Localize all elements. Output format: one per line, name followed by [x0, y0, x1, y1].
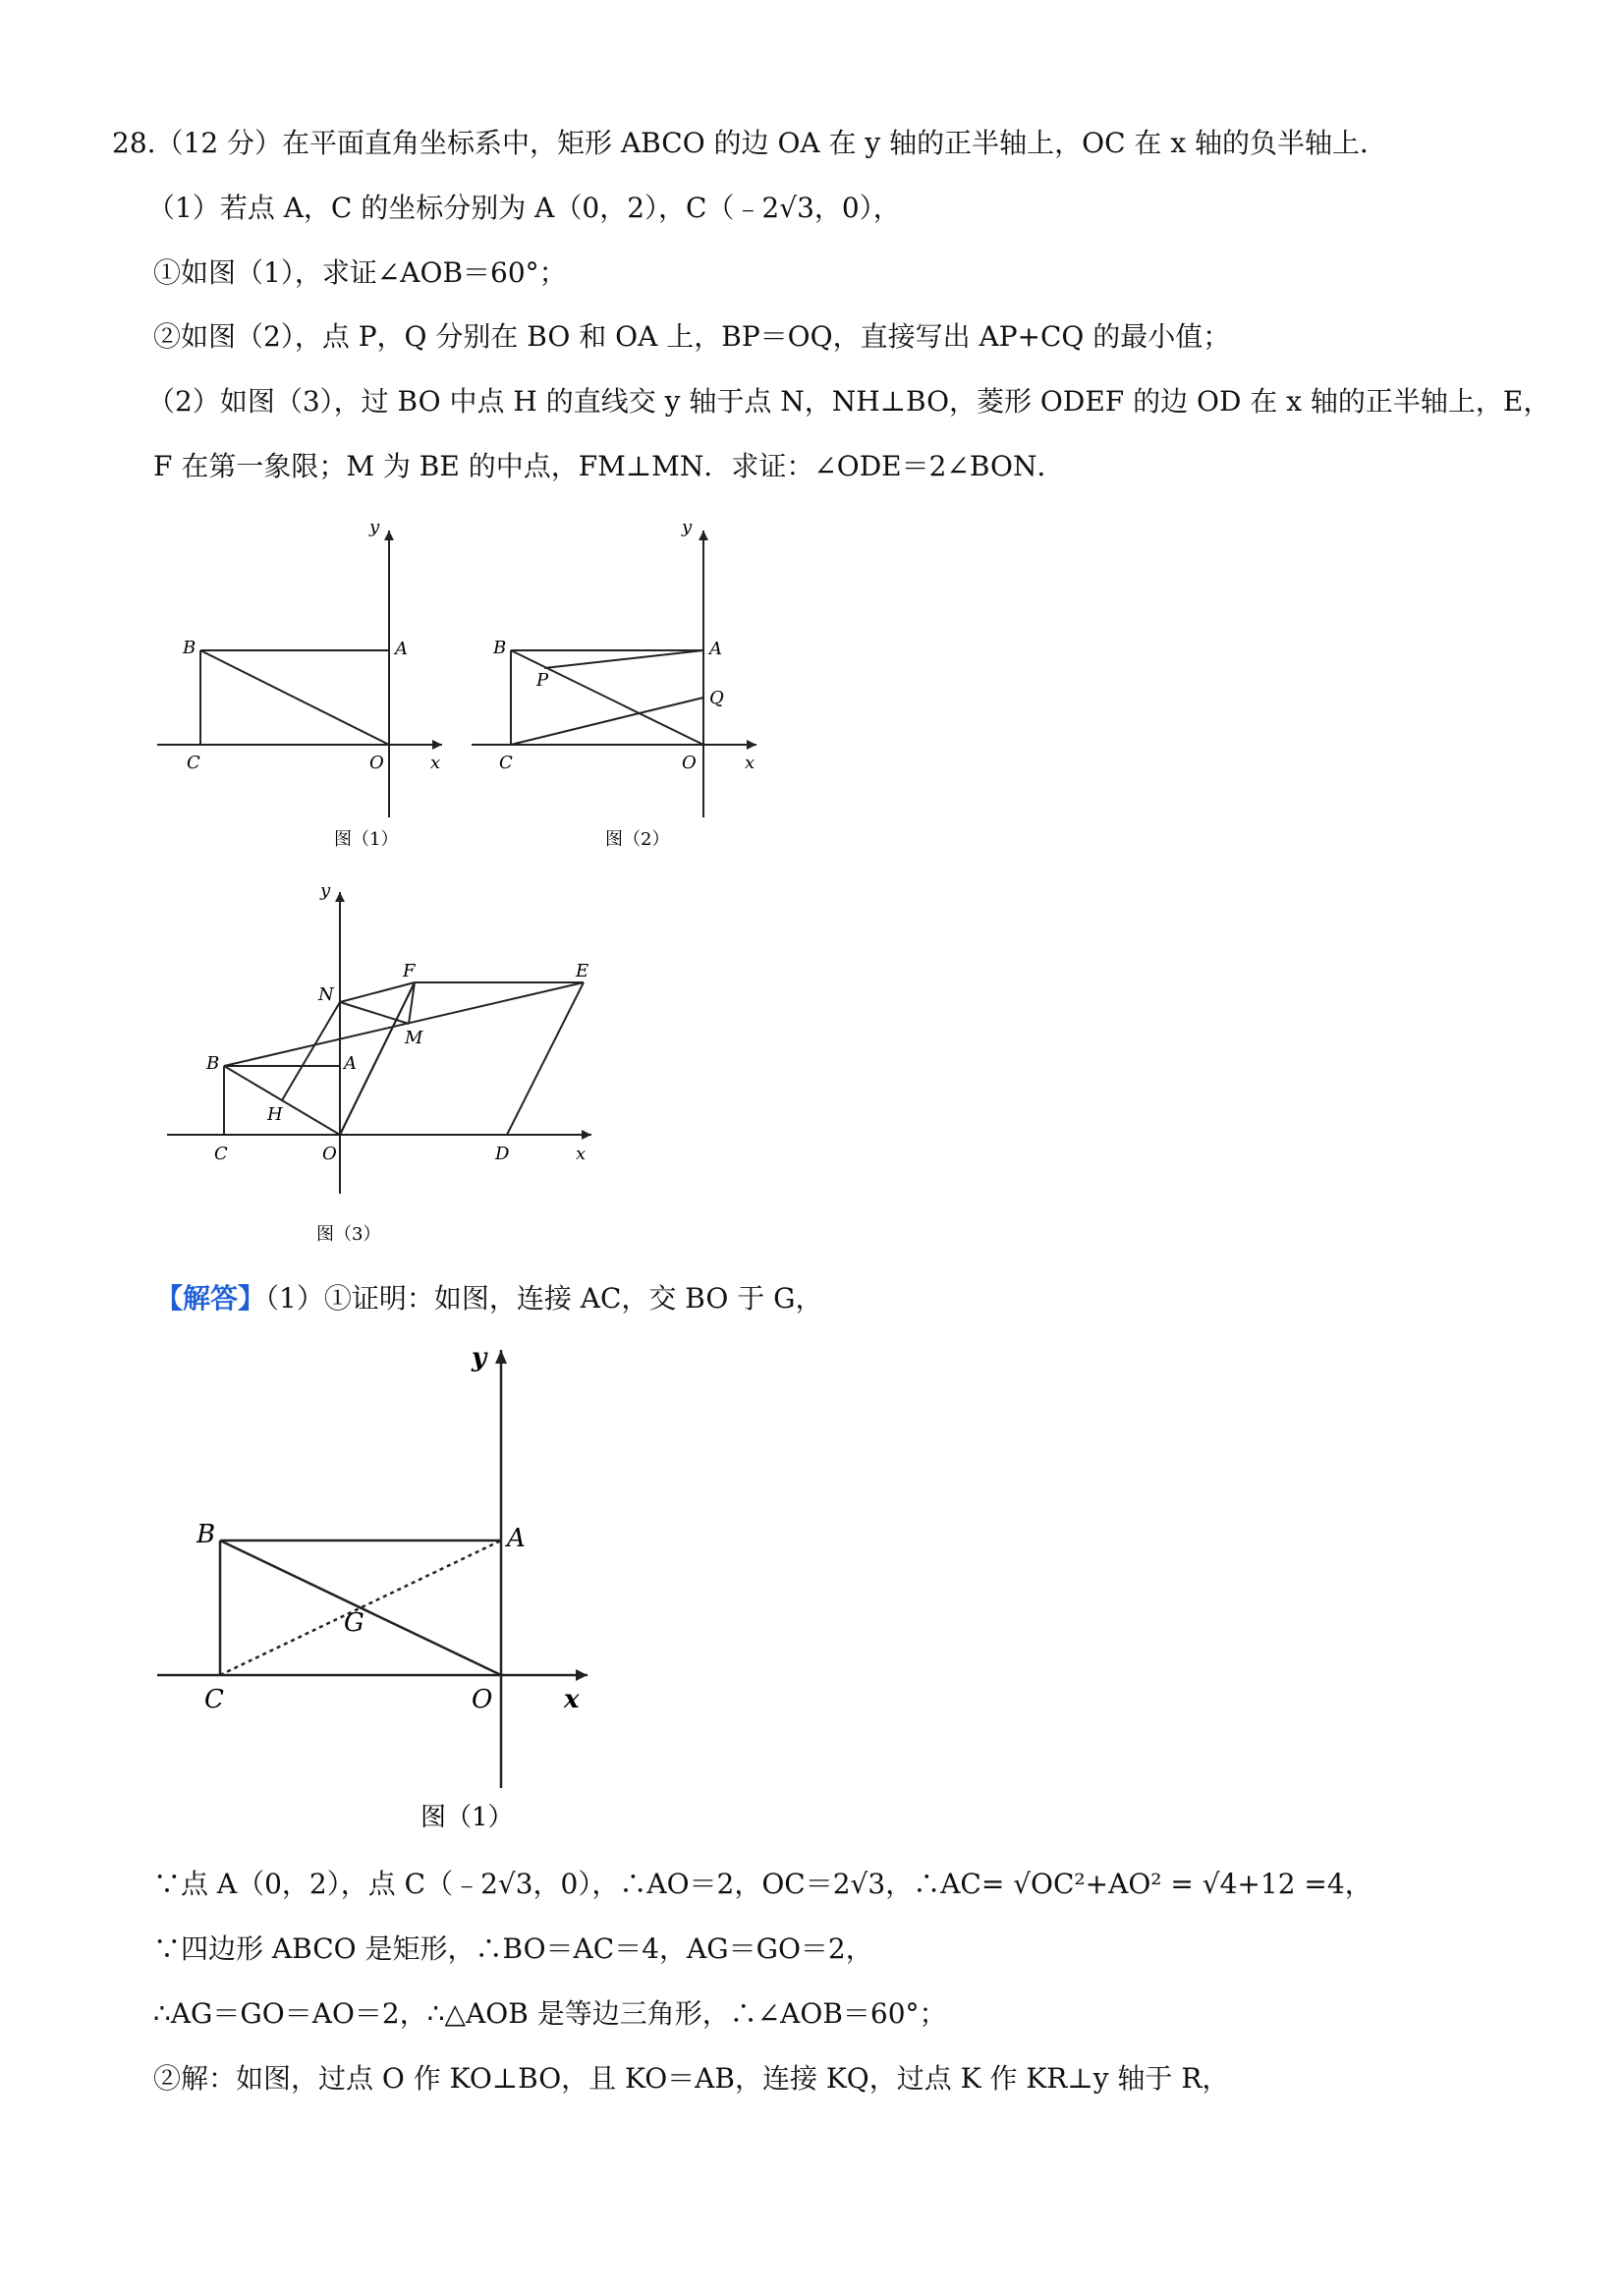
- problem-line-5: （2）如图（3），过 BO 中点 H 的直线交 y 轴于点 N，NH⊥BO，菱形 ODEF 的边 OD 在 x 轴的正半轴上，E，: [147, 385, 1551, 418]
- fig2-label-O: O: [682, 753, 697, 773]
- fig1-label-B: B: [183, 638, 196, 658]
- fig2-label-C: C: [499, 753, 513, 773]
- solution-line-3: ∴AG＝GO＝AO＝2，∴△AOB 是等边三角形，∴∠AOB＝60°；: [153, 1997, 947, 2030]
- problem-line-3: ①如图（1），求证∠AOB＝60°；: [153, 256, 567, 289]
- fig4-label-y: y: [472, 1343, 487, 1372]
- problem-line-1: 28.（12 分）在平面直角坐标系中，矩形 ABCO 的边 OA 在 y 轴的正半轴上，OC 在 x 轴的负半轴上．: [112, 127, 1388, 159]
- fig3-label-C: C: [214, 1144, 228, 1164]
- fig4-label-A: A: [507, 1524, 526, 1553]
- fig1-caption: 图（1）: [334, 829, 399, 850]
- solution-intro: （1）①证明：如图，连接 AC，交 BO 于 G，: [265, 1282, 823, 1315]
- solution-tag: 【解答】: [155, 1282, 266, 1315]
- fig3-label-N: N: [318, 984, 334, 1005]
- fig3-caption: 图（3）: [316, 1224, 381, 1245]
- problem-line-4: ②如图（2），点 P，Q 分别在 BO 和 OA 上，BP＝OQ，直接写出 AP+CQ 的最小值；: [153, 320, 1231, 353]
- fig1-label-x: x: [430, 753, 441, 773]
- fig2-label-P: P: [536, 670, 549, 691]
- figure-1: [147, 511, 462, 865]
- fig2-label-B: B: [493, 638, 507, 658]
- solution-line-2: ∵四边形 ABCO 是矩形，∴BO＝AC＝4，AG＝GO＝2，: [153, 1932, 873, 1965]
- fig3-label-A: A: [344, 1053, 357, 1074]
- fig1-label-A: A: [395, 639, 408, 659]
- fig3-label-D: D: [495, 1144, 510, 1164]
- fig3-label-B: B: [206, 1053, 220, 1074]
- fig3-label-H: H: [267, 1104, 283, 1125]
- fig3-label-F: F: [403, 961, 416, 981]
- fig1-label-O: O: [369, 753, 384, 773]
- solution-header: [155, 1279, 823, 1318]
- fig2-label-A: A: [709, 639, 722, 659]
- fig4-label-C: C: [204, 1685, 224, 1714]
- problem-line-2: （1）若点 A，C 的坐标分别为 A（0，2），C（﹣2√3，0），: [147, 192, 901, 224]
- fig2-label-y: y: [682, 517, 693, 537]
- solution-line-1: ∵点 A（0，2），点 C（﹣2√3，0），∴AO＝2，OC＝2√3，∴AC= √OC²+AO² = √4+12 =4，: [153, 1868, 1372, 1900]
- fig4-label-x: x: [564, 1685, 580, 1714]
- fig1-label-y: y: [369, 517, 380, 537]
- solution-line-4: ②解：如图，过点 O 作 KO⊥BO，且 KO＝AB，连接 KQ，过点 K 作 KR⊥y 轴于 R，: [153, 2062, 1230, 2095]
- fig3-label-x: x: [576, 1144, 587, 1164]
- fig2-caption: 图（2）: [605, 829, 670, 850]
- fig2-label-x: x: [745, 753, 756, 773]
- fig3-label-E: E: [576, 961, 589, 981]
- figure-3: [157, 874, 609, 1258]
- fig4-label-O: O: [472, 1685, 493, 1714]
- fig1-label-C: C: [187, 753, 200, 773]
- figure-2: [462, 511, 776, 865]
- fig4-caption: 图（1）: [420, 1803, 514, 1832]
- fig3-label-y: y: [320, 880, 331, 901]
- problem-line-6: F 在第一象限；M 为 BE 的中点，FM⊥MN．求证：∠ODE＝2∠BON．: [153, 450, 1065, 482]
- fig3-label-O: O: [322, 1144, 337, 1164]
- figure-solution: [147, 1336, 619, 1847]
- fig3-label-M: M: [405, 1028, 423, 1048]
- fig4-label-G: G: [344, 1608, 364, 1638]
- fig4-label-B: B: [196, 1520, 216, 1549]
- fig2-label-Q: Q: [709, 688, 724, 708]
